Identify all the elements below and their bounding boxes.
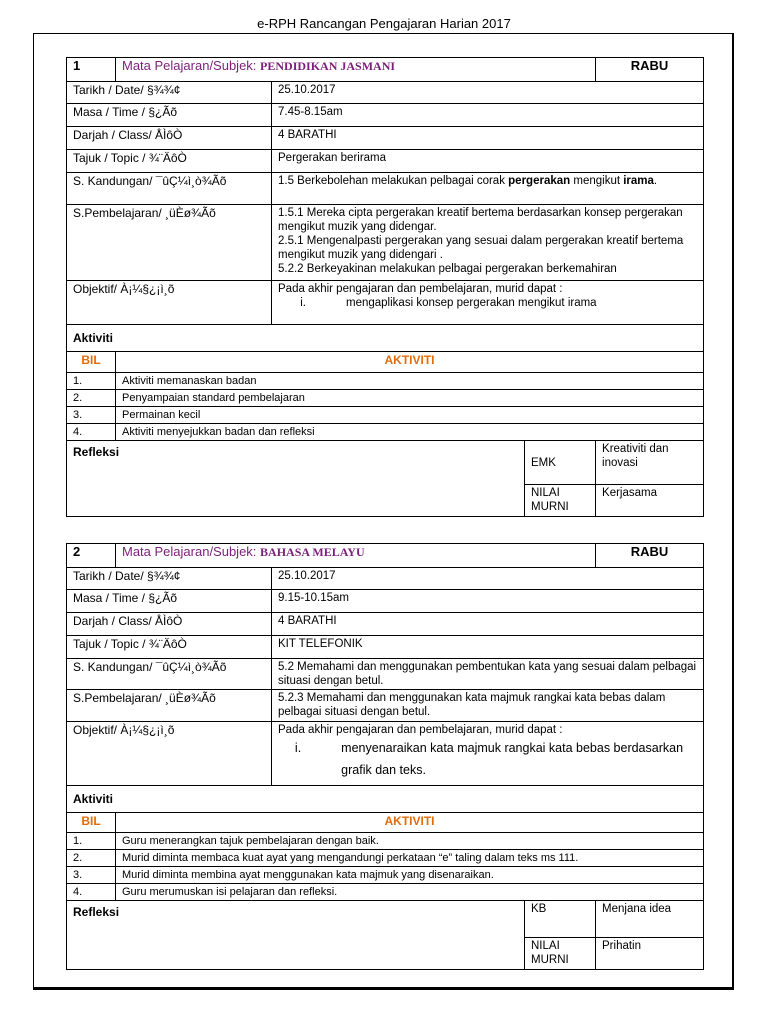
date-value: 25.10.2017	[272, 568, 704, 590]
lesson-header	[67, 58, 704, 82]
lesson-number: 2	[67, 544, 116, 568]
objective-value	[272, 722, 704, 786]
content-standard-value: 1.5 Berkebolehan melakukan pelbagai corak pergerakan mengikut irama.	[272, 173, 704, 205]
learning-standard-value	[272, 205, 704, 281]
class-value: 4 BARATHI	[272, 613, 704, 636]
content-standard-label: S. Kandungan/ ¯ûÇ¼ì¸ò¾Ãõ	[67, 173, 272, 205]
refleksi-label: Refleksi	[73, 905, 120, 919]
time-label: Masa / Time / §¿Ãõ	[67, 590, 272, 613]
day-label: RABU	[596, 58, 704, 82]
bil-header: BIL	[67, 352, 116, 373]
refleksi-cell	[67, 441, 525, 517]
objective-item: i. menyenaraikan kata majmuk rangkai kata bebas berdasarkan grafik dan teks.	[294, 741, 684, 777]
topic-label: Tajuk / Topic / ¾¨ÄôÒ	[67, 636, 272, 659]
topic-label: Tajuk / Topic / ¾¨ÄôÒ	[67, 150, 272, 173]
lesson-table-1	[66, 57, 704, 517]
activity-row: 1. Aktiviti memanaskan badan	[67, 373, 704, 390]
activity-row: 2. Penyampaian standard pembelajaran	[67, 390, 704, 407]
subject-value: PENDIDIKAN JASMANI	[260, 59, 396, 73]
day-label: RABU	[596, 544, 704, 568]
learning-standard-item: 5.2.3 Memahami dan menggunakan kata majmuk rangkai kata bebas dalam pelbagai situasi dengan betul.	[278, 692, 666, 718]
class-label: Darjah / Class/ ÅÌôÒ	[67, 127, 272, 150]
aktiviti-heading: Aktiviti	[67, 786, 704, 813]
kb-value: Menjana idea	[596, 901, 704, 938]
emk-value: Kreativiti dan inovasi	[596, 441, 704, 485]
learning-standard-label: S.Pembelajaran/ ¸üÈø¾Ãõ	[67, 690, 272, 722]
learning-standard-item: 5.2.2 Berkeyakinan melakukan pelbagai pergerakan berkemahiran	[278, 263, 617, 275]
learning-standard-label: S.Pembelajaran/ ¸üÈø¾Ãõ	[67, 205, 272, 281]
kb-label: KB	[525, 901, 596, 938]
class-value: 4 BARATHI	[272, 127, 704, 150]
lesson-table-2	[66, 543, 704, 970]
emk-label: EMK	[525, 441, 596, 485]
content-standard-label: S. Kandungan/ ¯ûÇ¼ì¸ò¾Ãõ	[67, 659, 272, 690]
activity-row: 3. Permainan kecil	[67, 407, 704, 424]
topic-value: KIT TELEFONIK	[272, 636, 704, 659]
date-value: 25.10.2017	[272, 82, 704, 104]
activity-row: 4. Guru merumuskan isi pelajaran dan refleksi.	[67, 884, 704, 901]
objective-label: Objektif/ À¡¼§¿¡ì¸õ	[67, 722, 272, 786]
lesson-header	[67, 544, 704, 568]
objective-intro: Pada akhir pengajaran dan pembelajaran, murid dapat :	[278, 724, 563, 736]
aktiviti-header: AKTIVITI	[116, 813, 704, 833]
activity-row: 2. Murid diminta membaca kuat ayat yang mengandungi perkataan “e” taling dalam teks ms 111.	[67, 850, 704, 867]
page-title: e-RPH Rancangan Pengajaran Harian 2017	[257, 16, 511, 31]
topic-value: Pergerakan berirama	[272, 150, 704, 173]
subject-cell	[116, 544, 596, 568]
activity-row: 4. Aktiviti menyejukkan badan dan refleksi	[67, 424, 704, 441]
learning-standard-value	[272, 690, 704, 722]
time-label: Masa / Time / §¿Ãõ	[67, 104, 272, 127]
time-value: 7.45-8.15am	[272, 104, 704, 127]
nilai-murni-label: NILAI MURNI	[525, 485, 596, 517]
aktiviti-heading: Aktiviti	[67, 325, 704, 352]
objective-label: Objektif/ À¡¼§¿¡ì¸õ	[67, 281, 272, 325]
subject-label: Mata Pelajaran/Subjek:	[122, 544, 257, 559]
objective-value	[272, 281, 704, 325]
nilai-murni-label: NILAI MURNI	[525, 938, 596, 970]
learning-standard-item: 1.5.1 Mereka cipta pergerakan kreatif bertema berdasarkan konsep pergerakan mengikut muzik yang didengar.	[278, 207, 683, 233]
date-label: Tarikh / Date/ §¾¾¢	[67, 568, 272, 590]
subject-label: Mata Pelajaran/Subjek:	[122, 58, 257, 73]
nilai-murni-value: Prihatin	[596, 938, 704, 970]
bil-header: BIL	[67, 813, 116, 833]
date-label: Tarikh / Date/ §¾¾¢	[67, 82, 272, 104]
subject-cell	[116, 58, 596, 82]
activity-row: 3. Murid diminta membina ayat menggunakan kata majmuk yang disenaraikan.	[67, 867, 704, 884]
learning-standard-item: 2.5.1 Mengenalpasti pergerakan yang sesuai dalam pergerakan kreatif bertema mengikut muzik yang didengari .	[278, 235, 684, 261]
refleksi-cell	[67, 901, 525, 970]
class-label: Darjah / Class/ ÅÌôÒ	[67, 613, 272, 636]
subject-value: BAHASA MELAYU	[260, 545, 365, 559]
nilai-murni-value: Kerjasama	[596, 485, 704, 517]
lesson-number: 1	[67, 58, 116, 82]
objective-item: i. mengaplikasi konsep pergerakan mengikut irama	[300, 297, 597, 309]
refleksi-label: Refleksi	[73, 445, 120, 459]
objective-intro: Pada akhir pengajaran dan pembelajaran, murid dapat :	[278, 283, 563, 295]
time-value: 9.15-10.15am	[272, 590, 704, 613]
content-standard-value: 5.2 Memahami dan menggunakan pembentukan kata yang sesuai dalam pelbagai situasi dengan betul.	[272, 659, 704, 690]
activity-row: 1. Guru menerangkan tajuk pembelajaran dengan baik.	[67, 833, 704, 850]
aktiviti-header: AKTIVITI	[116, 352, 704, 373]
